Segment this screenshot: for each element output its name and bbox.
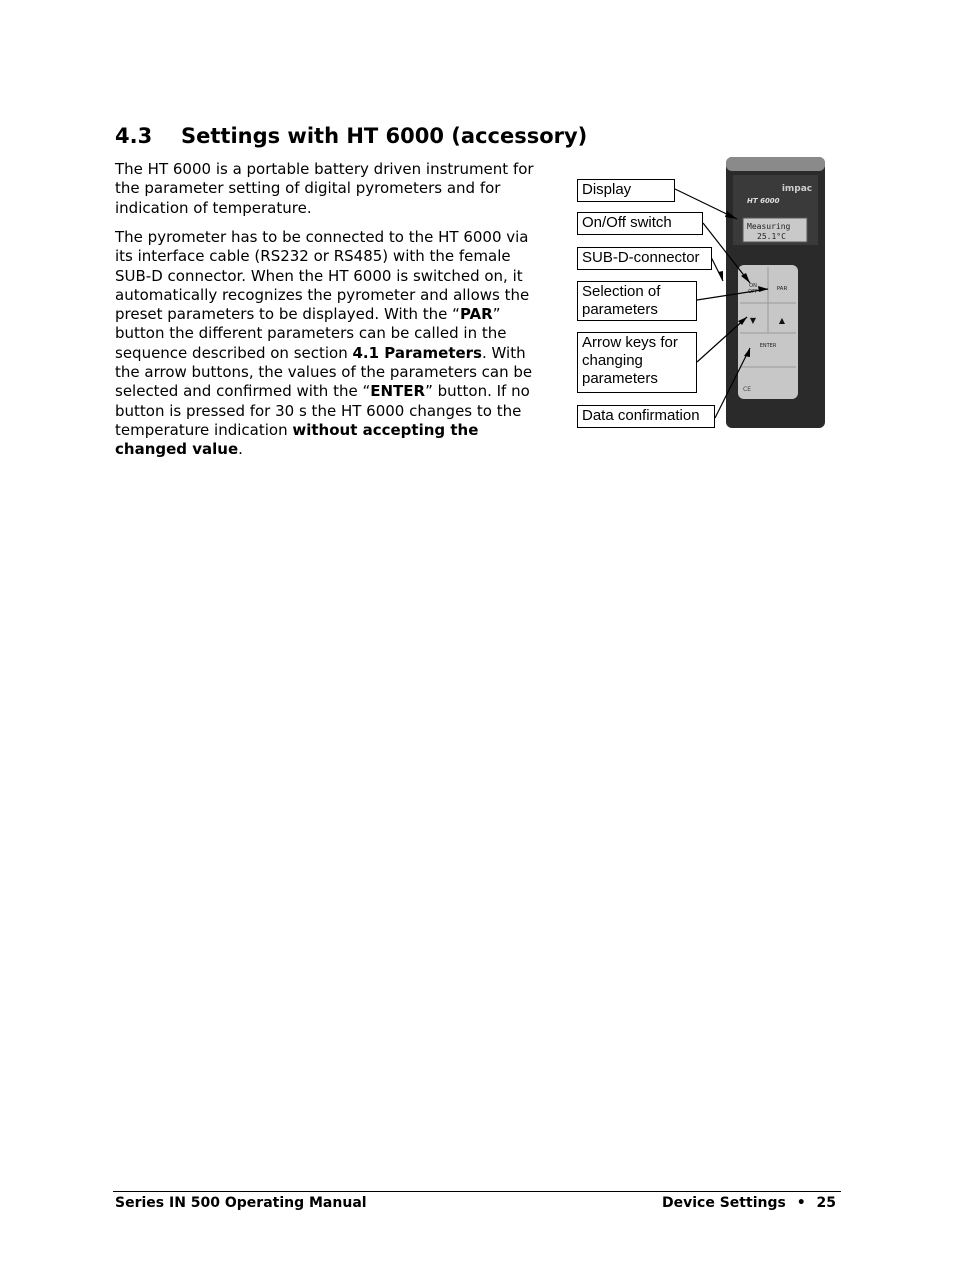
lcd-line-1: Measuring xyxy=(747,222,791,231)
off-key-label: OFF xyxy=(748,289,758,295)
enter-keyword: ENTER xyxy=(370,382,426,401)
footer-section-name: Device Settings xyxy=(662,1195,786,1211)
par-key-label: PAR xyxy=(776,286,788,292)
brand-logo: impac xyxy=(781,184,813,194)
instructions-paragraph xyxy=(115,228,545,460)
on-key-label: ON xyxy=(749,283,757,289)
down-arrow-key: ▼ xyxy=(749,316,757,325)
intro-paragraph: The HT 6000 is a portable battery driven instrument for the parameter setting of digital pyrometers and for indication of temperature. xyxy=(115,160,534,217)
text-run: . With the arrow buttons, the values of the parameters can be selected and confirmed with the “ xyxy=(115,343,533,401)
callout-arrow-keys: Arrow keys for changing parameters xyxy=(577,332,697,393)
device-figure xyxy=(575,155,830,430)
section-reference: 4.1 Parameters xyxy=(352,343,482,362)
section-heading xyxy=(115,124,587,148)
model-label: HT 6000 xyxy=(747,197,780,205)
section-number: 4.3 xyxy=(115,124,153,148)
page-number: 25 xyxy=(816,1195,836,1211)
section-title: Settings with HT 6000 (accessory) xyxy=(181,124,588,148)
text-run: ” button. If no button is pressed for 30 s the HT 6000 changes to the temperature indication xyxy=(115,382,530,439)
up-arrow-key: ▲ xyxy=(778,316,786,325)
text-run: ” button the different parameters can be called in the sequence described on section xyxy=(115,305,507,362)
enter-key-label: ENTER xyxy=(759,343,777,349)
callout-display: Display xyxy=(577,179,675,202)
callout-on-off-switch: On/Off switch xyxy=(577,212,703,235)
callout-sub-d-connector: SUB-D-connector xyxy=(577,247,712,270)
footer-bullet: • xyxy=(796,1195,806,1211)
lcd-line-2: 25.1°C xyxy=(757,232,786,241)
par-keyword: PAR xyxy=(459,305,493,324)
callout-data-confirmation: Data confirmation xyxy=(577,405,715,428)
device-top-cap xyxy=(726,157,825,171)
callout-selection-of-parameters: Selection of parameters xyxy=(577,281,697,321)
text-run: The pyrometer has to be connected to the HT 6000 via its interface cable (RS232 or RS485) with the female SUB-D connector. When the HT 6000 is switched on, it automatically recognizes the pyrometer and allows the preset parameters to be displayed. With the “ xyxy=(115,228,530,324)
footer-page-info xyxy=(662,1195,836,1211)
emphasis-warning: without accepting the changed value xyxy=(115,420,479,459)
footer-manual-title: Series IN 500 Operating Manual xyxy=(115,1195,367,1211)
text-run: . xyxy=(238,440,243,459)
footer-divider xyxy=(113,1191,841,1192)
ce-mark: CE xyxy=(743,386,751,393)
